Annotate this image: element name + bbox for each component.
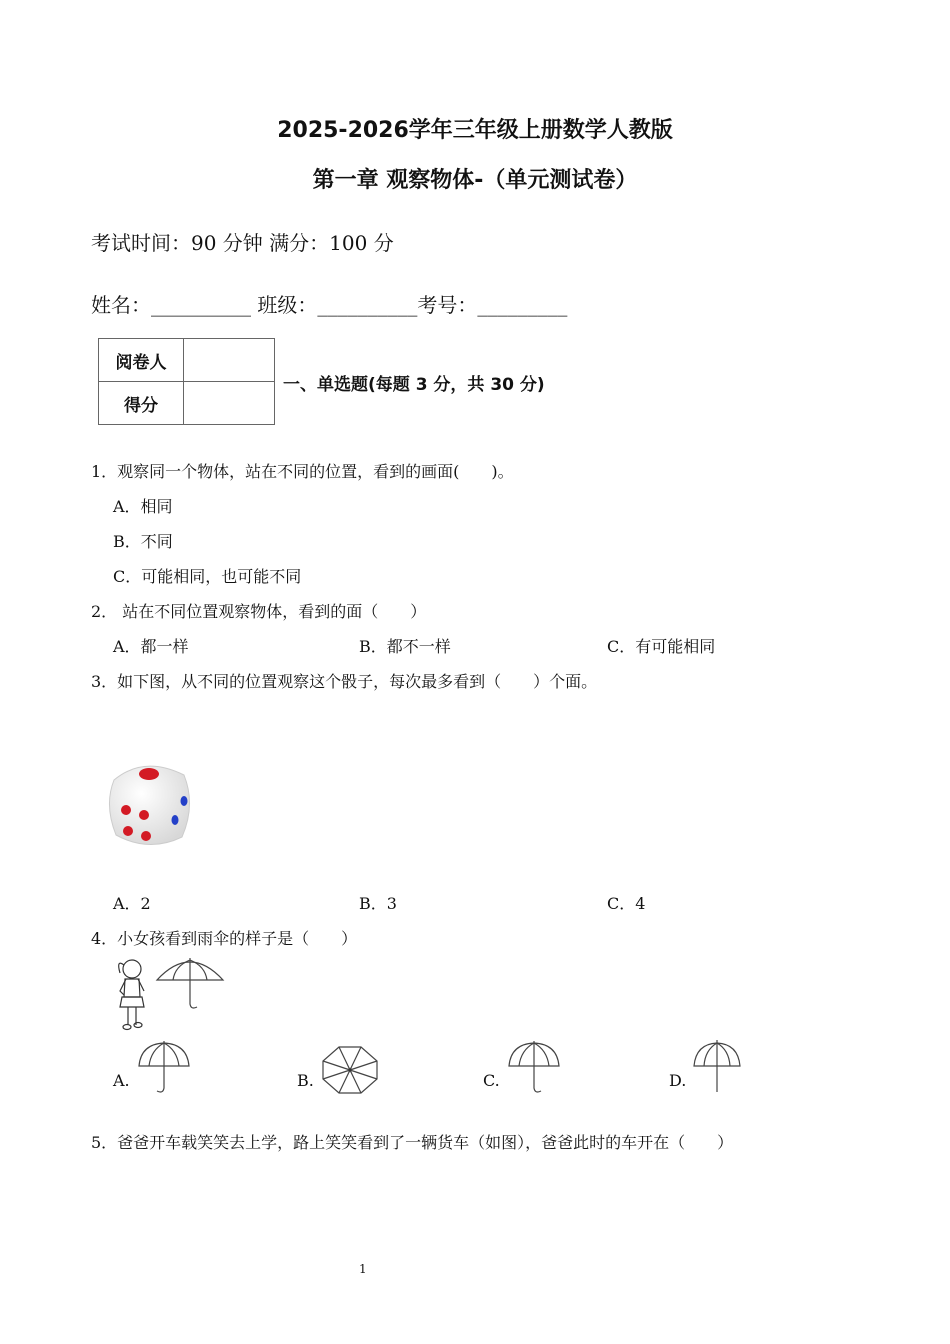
q3-option-c: C．4: [607, 894, 646, 913]
grader-cell: [184, 339, 275, 382]
q2-option-a: A．都一样: [113, 637, 189, 656]
q4-option-d: D.: [669, 1071, 687, 1090]
q1-option-c: C．可能相同，也可能不同: [113, 567, 302, 586]
page-number: 1: [359, 1262, 367, 1276]
question-5: 5．爸爸开车载笑笑去上学，路上笑笑看到了一辆货车（如图），爸爸此时的车开在（ ）: [91, 1133, 734, 1152]
section-title: 一、单选题(每题 3 分，共 30 分): [283, 375, 545, 395]
dice-image: [104, 755, 194, 850]
q4-option-c: C.: [483, 1071, 500, 1090]
question-4: 4．小女孩看到雨伞的样子是（ ）: [91, 929, 358, 948]
q4-option-a: A.: [113, 1071, 130, 1090]
umbrella-option-b-image[interactable]: [321, 1045, 379, 1095]
q1-option-a: A．相同: [113, 497, 173, 516]
score-table: [98, 338, 275, 425]
question-2: 2． 站在不同位置观察物体，看到的面（ ）: [91, 602, 427, 621]
student-fields: 姓名：__________ 班级：__________考号：_________: [91, 293, 568, 317]
q2-option-c: C．有可能相同: [607, 637, 716, 656]
question-3: 3．如下图，从不同的位置观察这个骰子，每次最多看到（ ）个面。: [91, 672, 598, 691]
umbrella-option-a-image[interactable]: [137, 1040, 191, 1094]
grader-label: 阅卷人: [99, 339, 184, 382]
umbrella-reference-image: [155, 958, 225, 1010]
girl-image: [108, 955, 153, 1033]
title-line-1: 2025-2026学年三年级上册数学人教版: [277, 118, 673, 143]
q2-option-b: B．都不一样: [359, 637, 451, 656]
q4-option-b: B.: [297, 1071, 314, 1090]
score-cell: [184, 382, 275, 425]
exam-time: 考试时间：90 分钟 满分：100 分: [91, 231, 394, 255]
q3-option-b: B．3: [359, 894, 397, 913]
umbrella-option-c-image[interactable]: [507, 1040, 561, 1094]
question-1: 1．观察同一个物体，站在不同的位置，看到的画面( )。: [91, 462, 514, 481]
q1-option-b: B．不同: [113, 532, 173, 551]
q3-option-a: A．2: [113, 894, 151, 913]
score-label: 得分: [99, 382, 184, 425]
title-line-2: 第一章 观察物体-（单元测试卷）: [312, 168, 638, 193]
umbrella-option-d-image[interactable]: [692, 1040, 742, 1094]
